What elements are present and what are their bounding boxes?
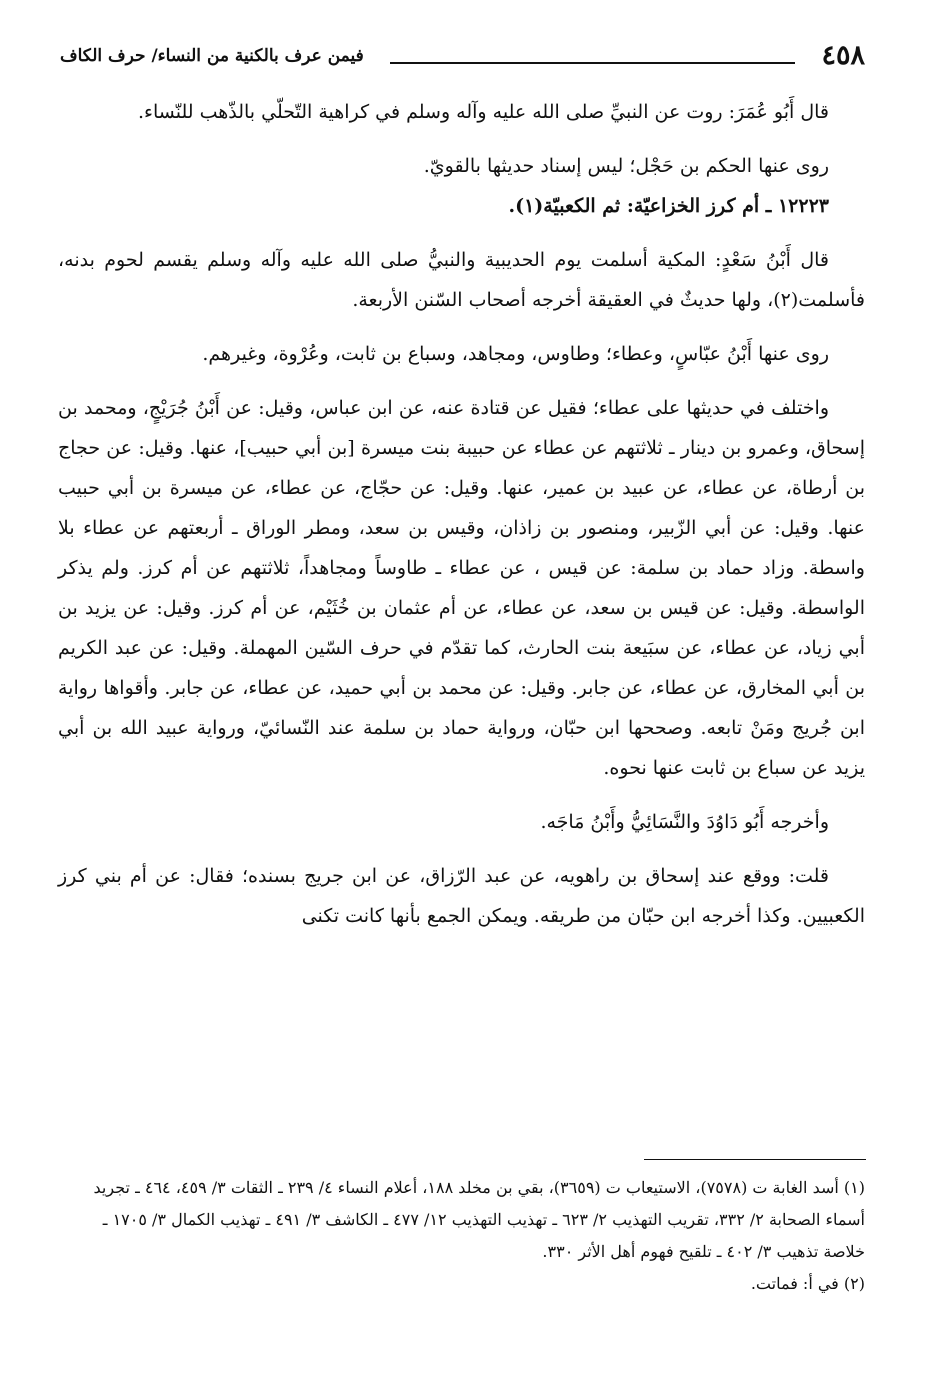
footnote-1: (١) أسد الغابة ت (٧٥٧٨)، الاستيعاب ت (٣٦٥٩)، بقي بن مخلد ١٨٨، أعلام النساء ٤/ ٢٣٩ ـ الثقات ٣/ ٤٥٩، ٤٦٤ ـ تجريد أسماء الصحابة ٢/ ٣٣٢، تقريب التهذيب ٢/ ٦٢٣ ـ تهذيب التهذيب ١٢/ ٤٧٧ ـ الكاشف ٣/ ٤٩١ ـ تهذيب الكمال ٣/ ١٧٠٥ ـ خلاصة تذهيب ٣/ ٤٠٢ ـ تلقيح فهوم أهل الأثر ٣٣٠. — [93, 1178, 865, 1261]
entry-heading: ١٢٢٢٣ ـ أم كرز الخزاعيّة: ثم الكعبيّة(١). — [508, 195, 829, 217]
paragraph-6: وأخرجه أَبُو دَاوُدَ والنَّسَائِيُّ وأَبْنُ مَاجَه. — [540, 811, 829, 833]
paragraph-4: روى عنها أَبْنُ عبّاسٍ، وعطاء؛ وطاوس، ومجاهد، وسباع بن ثابت، وعُرْوة، وغيرهم. — [202, 343, 829, 365]
header-rule — [390, 62, 795, 64]
page-number: ٤٥٨ — [821, 40, 865, 71]
footnote-separator — [644, 1159, 866, 1160]
paragraph-3: قال أَبْنُ سَعْدٍ: المكية أسلمت يوم الحديبية والنبيُّ صلى الله عليه وآله وسلم يقسم لحوم بدنه، فأسلمت(٢)، ولها حديثٌ في العقيقة أخرجه أصحاب السّنن الأربعة. — [58, 249, 865, 311]
page-header — [60, 40, 865, 80]
paragraph-7: قلت: ووقع عند إسحاق بن راهويه، عن عبد الرّزاق، عن ابن جريج بسنده؛ فقال: عن أم بني كرز الكعبيين. وكذا أخرجه ابن حبّان من طريقه. ويمكن الجمع بأنها كانت تكنى — [58, 865, 865, 927]
footnotes — [58, 1172, 865, 1300]
paragraph-2: روى عنها الحكم بن حَجْل؛ ليس إسناد حديثها بالقويّ. — [423, 155, 829, 177]
paragraph-5: واختلف في حديثها على عطاء؛ فقيل عن قتادة عنه، عن ابن عباس، وقيل: عن أَبْنُ جُرَيْجٍ، ومحمد بن إسحاق، وعمرو بن دينار ـ ثلاثتهم عن عطاء عن حبيبة بنت ميسرة [بن أبي حبيب]، عنها. وقيل: عن حجاج بن أرطاة، عن عطاء، عن عبيد بن عمير، عنها. وقيل: عن حجّاج، عن عطاء، عن ميسرة بن أبي حبيب عنها. وقيل: عن أبي الزّبير، ومنصور بن زاذان، وقيس بن سعد، ومطر الوراق ـ أربعتهم عن عطاء بلا واسطة. وزاد حماد بن سلمة: عن قيس ، عن عطاء ـ طاوساً ومجاهداً، ثلاثتهم عن أم كرز. ولم يذكر الواسطة. وقيل: عن قيس بن سعد، عن عطاء، عن أم عثمان بن خُثَيْم، عن أم كرز. وقيل: عن يزيد بن أبي زياد، عن عطاء، عن سبَيعة بنت الحارث، كما تقدّم في حرف السّين المهملة. وقيل: عن عبد الكريم بن أبي المخارق، عن عطاء، عن جابر. وقيل: عن محمد بن أبي حميد، عن عطاء، عن جابر. وأقواها رواية ابن جُريج ومَنْ تابعه. وصححها ابن حبّان، ورواية حماد بن سلمة عند النّسائيّ، ورواية عبيد الله بن أبي يزيد عن سباع بن ثابت عنها نحوه. — [58, 397, 865, 779]
footnote-2: (٢) في أ: فماتت. — [750, 1274, 865, 1293]
main-text — [58, 92, 865, 936]
paragraph-1: قال أَبُو عُمَرَ: روت عن النبيِّ صلى الله عليه وآله وسلم في كراهية التّحلّي بالذّهب للنّساء. — [138, 101, 829, 123]
running-title: فيمن عرف بالكنية من النساء/ حرف الكاف — [60, 46, 364, 66]
